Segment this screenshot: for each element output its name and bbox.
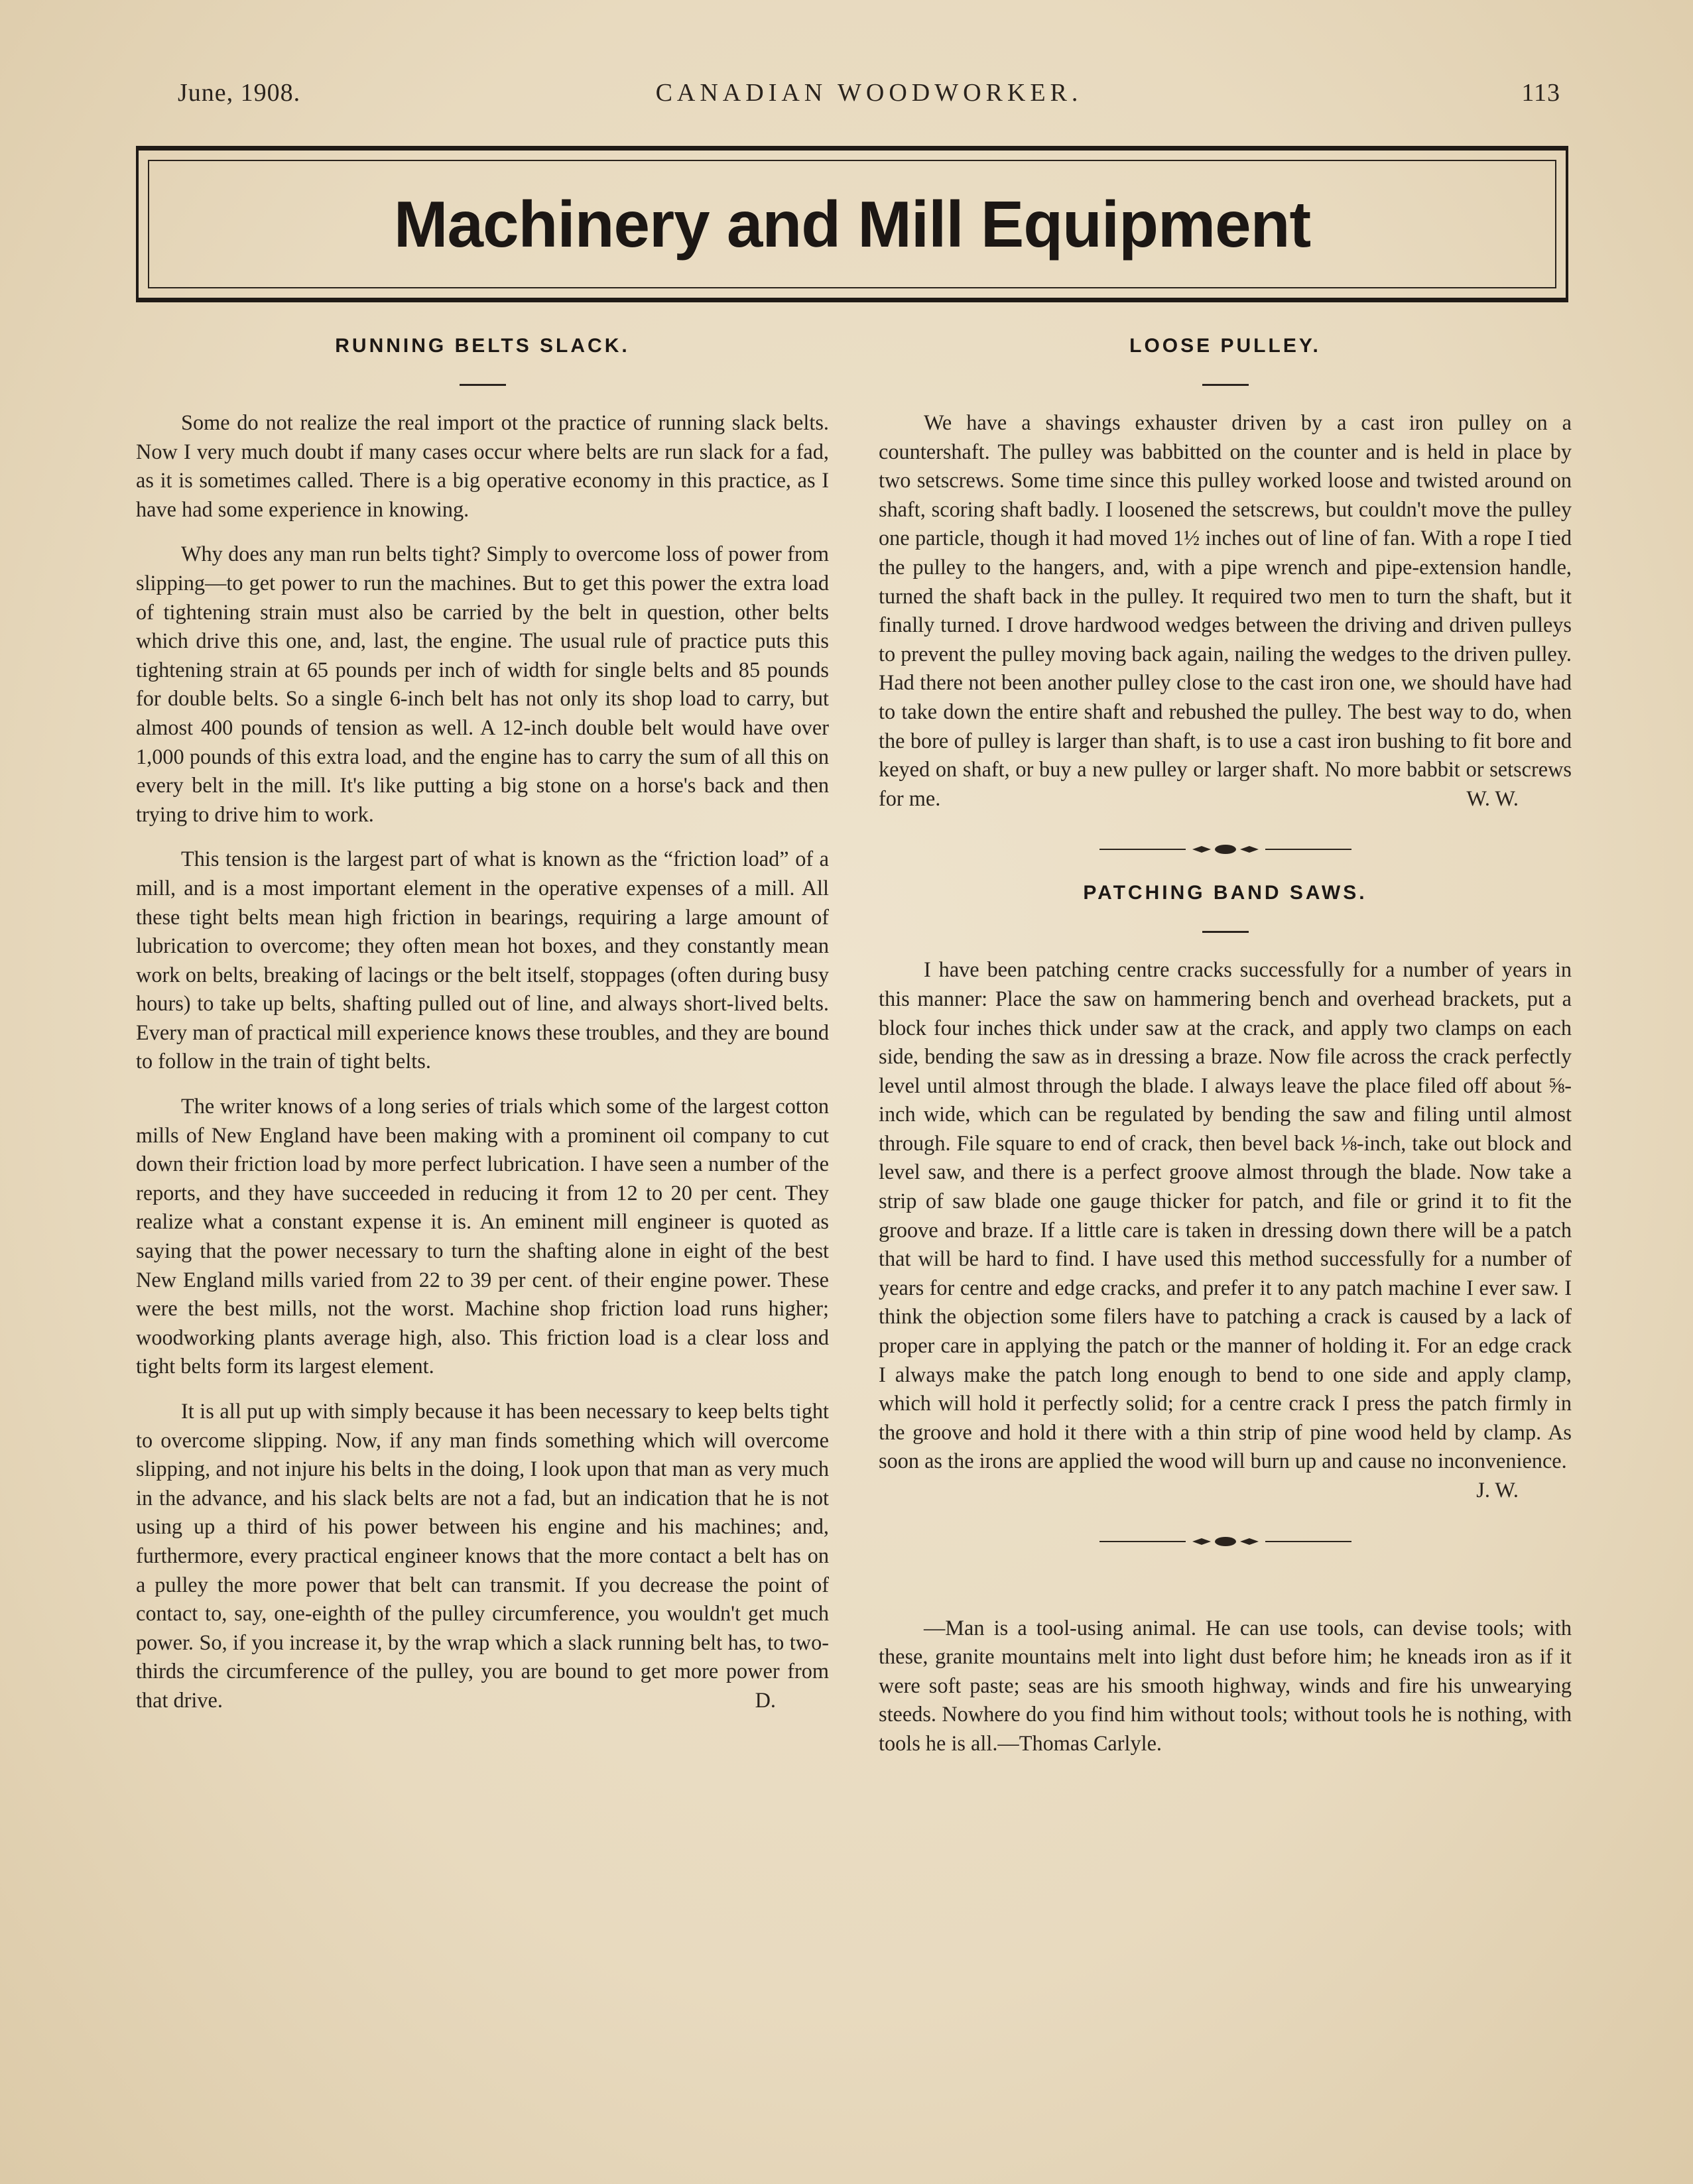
heading-rule — [460, 384, 506, 386]
paragraph-text: It is all put up with simply because it has been necessary to keep belts tight to overcome slipping. Now, if any man finds something which will overcome slipping, and not injure his belts in the doing, I look upon that man as very much in the advance, and his slack belts are not a fad, but an indication that he is not using up a third of his power between his engine and his machines; and, furthermore, every practical engineer knows that the more contact a belt has on a pulley the more power that belt can transmit. If you decrease the point of contact to, say, one-eighth of the pulley circumference, you wouldn't get much power. So, if you increase it, by the wrap which a slack running belt has, to two-thirds the circumference of the pulley, you are bound to get more power from that drive. — [136, 1399, 829, 1712]
article-paragraph — [879, 955, 1572, 1504]
heading-rule — [1202, 931, 1249, 933]
left-column — [136, 335, 829, 1731]
ornament-icon — [1186, 841, 1265, 857]
carlyle-quote: —Man is a tool-using animal. He can use tools, can devise tools; with these, granite mountains melt into light dust before him; he kneads iron as if it were soft paste; seas are his smooth highway, winds and fire his unwearying steeds. Nowhere do you find him without tools; without tools he is nothing, with tools he is all.—Thomas Carlyle. — [879, 1615, 1572, 1755]
magazine-title: CANADIAN WOODWORKER. — [655, 79, 1083, 107]
page-number: 113 — [1521, 79, 1560, 107]
divider-line — [1099, 849, 1186, 850]
article-heading-running-belts: RUNNING BELTS SLACK. — [335, 335, 630, 357]
article-paragraph: Why does any man run belts tight? Simply to overcome loss of power from slipping—to get power to run the machines. But to get this power the extra load of tightening strain must also be carried by the belt in question, other belts which drive this one, and, last, the engine. The usual rule of practice puts this tightening strain at 65 pounds per inch of width for single belts and 85 pounds for double belts. So a single 6-inch belt has not only its shop load to carry, but almost 400 pounds of tension as well. A 12-inch double belt would have over 1,000 pounds of this extra load, and the engine has to carry the sum of all this on every belt in the mill. It's like putting a big stone on a horse's back and then trying to drive him to work. — [136, 542, 829, 826]
author-signature: W. W. — [1466, 786, 1519, 810]
ornament-divider — [879, 1532, 1572, 1551]
divider-line — [1265, 849, 1351, 850]
running-head — [178, 78, 1560, 118]
divider-line — [1099, 1541, 1186, 1542]
article-paragraph: The writer knows of a long series of trials which some of the largest cotton mills of New England have been making with a prominent oil company to cut down their friction load by more perfect lubrication. I have seen a number of the reports, and they have succeeded in reducing it from 12 to 20 per cent. They realize what a constant expense it is. An eminent mill engineer is quoted as saying that the power necessary to turn the shafting alone in eight of the best New England mills varied from 22 to 39 per cent. of their engine power. These were the best mills, not the worst. Machine shop friction load runs higher; woodworking plants average high, also. This friction load is a clear loss and tight belts form its largest element. — [136, 1094, 829, 1378]
divider-line — [1265, 1541, 1351, 1542]
author-signature: D. — [755, 1687, 776, 1712]
article-paragraph-last — [136, 1397, 829, 1715]
section-title: Machinery and Mill Equipment — [393, 187, 1311, 261]
paragraph-text: We have a shavings exhauster driven by a cast iron pulley on a countershaft. The pulley was babbitted on the counter and is held in place by two setscrews. Some time since this pulley worked loose and twisted around on shaft, scoring shaft badly. I loosened the setscrews, but couldn't move the pulley one particle, though it had moved 1½ inches out of line of fan. With a rope I tied the pulley to the hangers, and, with a pipe wrench and pipe-extension handle, turned the shaft back in the pulley. It required two men to turn the shaft, but it finally turned. I drove hardwood wedges between the driving and driven pulleys to prevent the pulley moving back again, nailing the wedges to the driven pulley. Had there not been another pulley close to the cast iron one, we should have had to take down the entire shaft and rebushed the pulley. The best way to do, when the bore of pulley is larger than shaft, is to use a cast iron bushing to fit bore and keyed on shaft, or buy a new pulley or larger shaft. No more babbit or setscrews for me. — [879, 410, 1572, 810]
article-paragraph: Some do not realize the real import ot the practice of running slack belts. Now I very much doubt if many cases occur where belts are run slack for a fad, as it is sometimes called. There is a big operative economy in this practice, as I have had some experience in knowing. — [136, 410, 829, 521]
paragraph-text: I have been patching centre cracks successfully for a number of years in this manner: Place the saw on hammering bench and overhead brackets, put a block four inches thick under saw at the crack, and apply two clamps on each side, bending the saw as in dressing a braze. Now file across the crack perfectly level until almost through the blade. I always leave the place filed off about ⅝-inch wide, which can be regulated by bending the saw and filing until almost through. File square to end of crack, then bevel back ⅛-inch, take out block and level saw, and there is a perfect groove almost through the blade. Now take a strip of saw blade one gauge thicker for patch, and file or grind it to fit the groove and braze. If a little care is taken in dressing down there will be a patch that will be hard to find. I have used this method successfully for a number of years for centre and edge cracks, and prefer it to any patch machine I ever saw. I think the objection some filers have to patching a crack is caused by a lack of proper care in applying the patch or the manner of holding it. For an edge crack I always make the patch long enough to bend to one side and apply clamp, which will hold it perfectly solid; for a centre crack I press the patch firmly in the groove and hold it there with a thin strip of pine wood held by clamp. As soon as the irons are applied the wood will burn up and cause no inconvenience. — [879, 957, 1572, 1473]
banner-frame — [148, 160, 1556, 288]
article-paragraph — [879, 408, 1572, 813]
heading-rule — [1202, 384, 1249, 386]
issue-date: June, 1908. — [178, 79, 301, 107]
ornament-icon — [1186, 1534, 1265, 1549]
section-banner — [136, 146, 1568, 302]
right-column — [879, 335, 1572, 1774]
ornament-divider — [879, 839, 1572, 859]
article-heading-patching-band-saws: PATCHING BAND SAWS. — [1083, 882, 1367, 904]
author-signature: J. W. — [1476, 1478, 1519, 1502]
article-heading-loose-pulley: LOOSE PULLEY. — [1129, 335, 1321, 357]
spacer — [879, 1574, 1572, 1614]
article-paragraph: This tension is the largest part of what is known as the “friction load” of a mill, and is a most important element in the operative expenses of a mill. All these tight belts mean high friction in bearings, requiring a large amount of lubrication to overcome; they often mean hot boxes, and they constantly mean work on belts, breaking of lacings or the belt itself, stoppages (often during busy hours) to take up belts, shafting pulled out of line, and always short-lived belts. Every man of practical mill experience knows these troubles, and they are bound to follow in the train of tight belts. — [136, 847, 829, 1073]
